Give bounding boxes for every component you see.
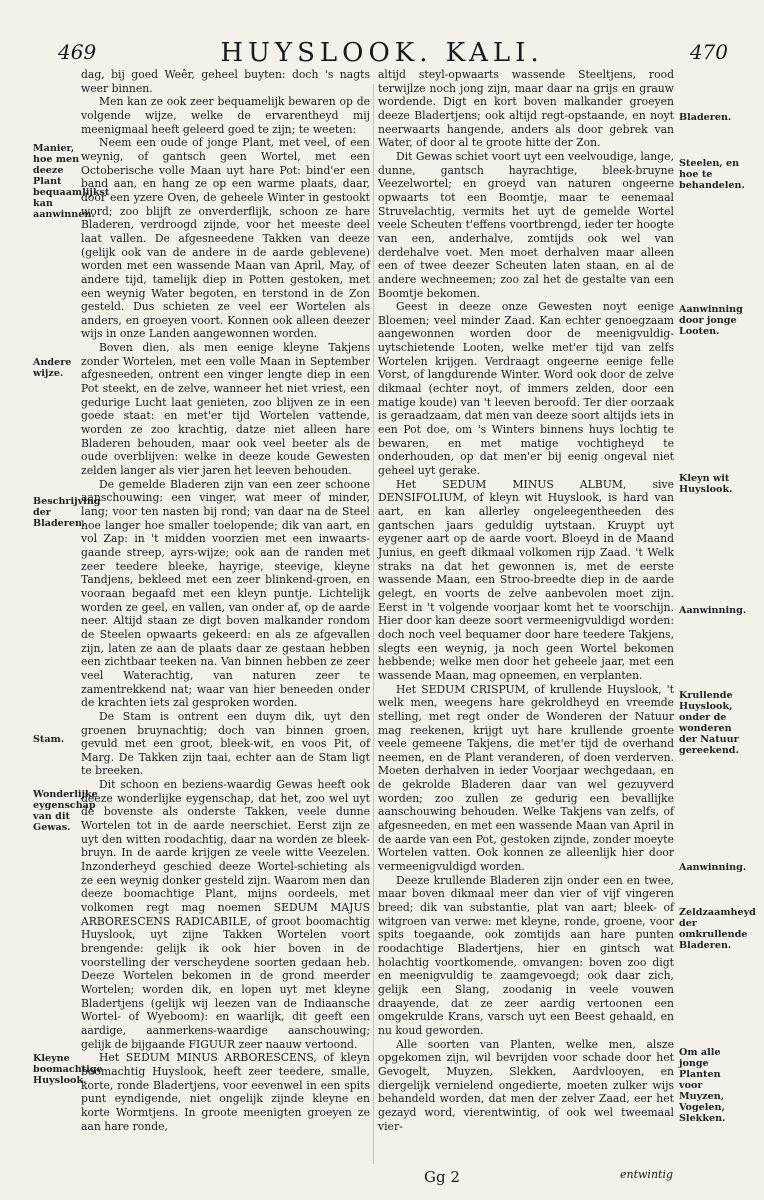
page-footer	[0, 1168, 764, 1188]
paragraph: De Stam is ontrent een duym dik, uyt den groenen bruynachtig; doch van binnen groen, gevuld met een groot, bleek-wit, en voos Pit, of Marg. De Takken zijn taai, echter aan de Stam ligt te breeken.	[81, 709, 370, 778]
paragraph: Dit Gewas schiet voort uyt een veelvoudige, lange, dunne, gantsch hayrachtige, bleek-bruyne Veezelwortel; en groeyd van naturen ongeerne opwaarts tot een Boomtje, maar te eenemaal Struvelachtig, vermits het uyt de gemelde Wortel veele Scheuten t'effens voortbrengd, ieder ter hoogte van een, anderhalve, zomtijds ook wel van derdehalve voet. Men moet derhalven maar alleen een of twee deezer Scheuten laten staan, en al de andere wechneemen; zoo zal het de gestalte van een Boomtje bekomen.	[378, 149, 674, 300]
margin-note: Krullende Huyslook, onder de wonderen der Natuur gereekend.	[679, 690, 739, 756]
text-column-right	[378, 68, 674, 1133]
signature-mark: Gg 2	[424, 1168, 460, 1186]
paragraph: Alle soorten van Planten, welke men, alsze opgekomen zijn, wil bevrijden voor schade door het Gevogelt, Muyzen, Slekken, Aardvlooyen, en diergelijk vernielend ongedierte, moeten zulker wijs behandeld worden, dat men der zelver Zaad, eer het gezayd word, vierentwintig, of ook wel tweemaal vier-	[378, 1037, 674, 1133]
paragraph: Boven dien, als men eenige kleyne Takjens zonder Wortelen, met een volle Maan in September afgesneeden, ontrent een vinger lengte diep in een Pot steekt, en de zelve, wanneer het niet vriest, een gedurige Lucht laat genieten, zoo blijven ze in een goede staat: en met'er tijd Wortelen vattende, worden ze zoo krachtig, datze niet alleen hare Bladeren behouden, maar ook veel beeter als de oude overblijven: welke in deeze koude Gewesten zelden langer als vier jaren het leeven behouden.	[81, 341, 370, 478]
margin-note: Bladeren.	[679, 112, 732, 123]
running-title: HUYSLOOK. KALI.	[220, 38, 544, 68]
paragraph: Deeze krullende Bladeren zijn onder een en twee, maar boven dikmaal meer dan vier of vijf vingeren breed; dik van substantie, plat van aart; bleek- of witgroen van verwe: met kleyne, ronde, groene, voor spits toegaande, ook zomtijds aan hare punten roodachtige Bladertjens, hier en gintsch wat holachtig voortkomende, omvangen: boven zoo digt en meenigvuldig te zaamgevoegd; ook daar zich, gelijk een Slang, zoodanig in veele vouwen draayende, dat ze zeer aardig vertoonen een omgekrulde Krans, varsch uyt een Beest gehaald, en nu koud geworden.	[378, 873, 674, 1037]
paragraph: Het SEDUM CRISPUM, of krullende Huyslook, 't welk men, weegens hare gekroldheyd en vreemde stelling, met regt onder de Wonderen der Natuur mag reekenen, krijgt uyt hare krullende groente veele gemeene Takjens, die met'er tijd de overhand neemen, en de Plant veranderen, of doen verderven. Moeten derhalven in ieder Voorjaar wechgedaan, en de gekrolde Bladeren daar van wel gezuyverd worden; zoo zullen ze gedurig een bevallijke aanschouwing behouden. Welke Takjens van zelfs, of afgesneeden, en met een wassende Maan van April in de aarde van een Pot, gestoken zijnde, zonder moeyte Wortelen vatten. Ook konnen ze alleenlijk hier door vermeenigvuldigd worden.	[378, 682, 674, 874]
column-divider	[373, 84, 374, 1164]
margin-note: Wonderlijke eygenschap van dit Gewas.	[33, 789, 98, 833]
paragraph: Geest in deeze onze Gewesten noyt eenige Bloemen; veel minder Zaad. Kan echter genoegzaam aangewonnen worden door de meenigvuldig-uytschietende Looten, welke met'er tijd van zelfs Wortelen krijgen. Verdraagt ongeerne eenige felle Vorst, of langdurende Winter. Word ook door de zelve dikmaal (echter noyt, of immers zelden, door een matige koude) van 't leeven beroofd. Ter dier oorzaak is geraadzaam, dat men van deeze soort altijds iets in een Pot doe, om 's Winters binnens huys lochtig te bewaren, en met matige vochtigheyd te onderhouden, op dat men'er bij eenig ongeval niet geheel uyt gerake.	[378, 300, 674, 478]
margin-note: Steelen, en hoe te behandelen.	[679, 158, 745, 191]
margin-note: Kleyne boomachtige Huyslook.	[33, 1053, 103, 1086]
margin-note: Andere wijze.	[33, 357, 72, 379]
paragraph: De gemelde Bladeren zijn van een zeer schoone aanschouwing: een vinger, wat meer of minder, lang; voor ten nasten bij rond; van daar na de Steel hoe langer hoe smaller toelopende; dik van aart, en vol Zap: in 't midden voorzien met een inwaarts-gaande streep, ayrs-wijze; ook aan de randen met zeer teedere bleeke, hayrige, steevige, kleyne Tandjens, bekleed met een zeer blinkend-groen, en vooraan begaafd met een kleyn puntje. Lichtelijk worden ze geel, en vallen, van onder af, op de aarde neer. Altijd staan ze digt boven malkander rondom de Steelen opwaarts gekeerd: en als ze afgevallen zijn, laten ze aan de plaats daar ze gestaan hebben een zichtbaar teeken na. Van binnen hebben ze zeer veel Waterachtig, van naturen zeer te zamentrekkend nat; waar van hier beneeden onder de krachten iets zal gesproken worden.	[81, 477, 370, 710]
margin-note: Manier, hoe men deeze Plant bequaamlijkst kan aanwinnen.	[33, 143, 110, 220]
text-column-left	[81, 68, 370, 1133]
paragraph: Het SEDUM MINUS ARBORESCENS, of kleyn boomachtig Huyslook, heeft zeer teedere, smalle, korte, ronde Bladertjens, voor eevenwel in een spits punt eyndigende, niet ongelijk zijnde kleyne en korte Wormtjens. In groote meenigten groeyen ze aan hare ronde,	[81, 1051, 370, 1133]
margin-note: Aanwinning.	[679, 862, 747, 873]
catchword: entwintig	[620, 1168, 674, 1181]
paragraph: dag, bij goed Weêr, geheel buyten: doch 's nagts weer binnen.	[81, 68, 370, 95]
margin-note: Beschrijving der Bladeren.	[33, 496, 101, 529]
paragraph: Men kan ze ook zeer bequamelijk bewaren op de volgende wijze, welke de ervarentheyd mij meenigmaal heeft geleerd goed te zijn; te weeten:	[81, 95, 370, 136]
page-number-right: 470	[689, 40, 728, 64]
page-header	[0, 40, 764, 70]
paragraph: Het SEDUM MINUS ALBUM, sive DENSIFOLIUM, of kleyn wit Huyslook, is hard van aart, en kan allerley ongeleegentheeden des gantschen jaars geduldig uytstaan. Kruypt uyt eygener aart op de aarde voort. Bloeyd in de Maand Junius, en geeft dikmaal volkomen rijp Zaad. 't Welk straks na dat het gewonnen is, met de eerste wassende Maan, een Stroo-breedte diep in de aarde gelegt, en voorts de zelve aanbevolen moet zijn. Eerst in 't volgende voorjaar komt het te voorschijn. Hier door kan deeze soort vermeenigvuldigd worden: doch noch veel bequamer door hare teedere Takjens, slegts een weynig, ja noch geen Wortel bekomen hebbende; welke men door het geheele jaar, met een wassende Maan, mag opneemen, en verplanten.	[378, 477, 674, 682]
margin-note: Kleyn wit Huyslook.	[679, 473, 733, 495]
page-number-left: 469	[58, 40, 97, 64]
paragraph: altijd steyl-opwaarts wassende Steeltjens, rood terwijlze noch jong zijn, maar daar na grijs en grauw wordende. Digt en kort boven malkander groeyen deeze Bladertjens; ook altijd regt-opstaande, en noyt neerwaarts hangende, anders als door gebrek van Water, of door al te groote hitte der Zon.	[378, 68, 674, 150]
margin-note: Aanwinning door jonge Looten.	[679, 304, 743, 337]
margin-note: Om alle jonge Planten voor Muyzen, Vogelen, Slekken.	[679, 1047, 726, 1124]
paragraph: Neem een oude of jonge Plant, met veel, of een weynig, of gantsch geen Wortel, met een Octoberische volle Maan uyt hare Pot: bind'er een band aan, en hang ze op een warme plaats, daar, door een yzere Oven, de geheele Winter in gestookt word; zoo blijft ze onverderflijk, schoon ze hare Bladeren, verdroogd zijnde, voor het meeste deel laat vallen. De afgesneedene Takken van deeze (gelijk ook van de andere in de aarde geblevene) worden met een wassende Maan van April, May, of andere tijd, tamelijk diep in Potten gestoken, met een weynig Water begoten, en terstond in de Zon gesteld. Dus schieten ze veel eer Wortelen als anders, en groeyen voort. Konnen ook alleen deezer wijs in onze Landen aangewonnen worden.	[81, 136, 370, 341]
paragraph: Dit schoon en beziens-waardig Gewas heeft ook deeze wonderlijke eygenschap, dat het, zoo wel uyt de bovenste als onderste Takken, veele dunne Wortelen tot in de aarde neerschiet. Eerst zijn ze uyt den witten roodachtig, daar na worden ze bleek-bruyn. In de aarde krijgen ze veele witte Veezelen. Inzonderheyd geschied deeze Wortel-schieting als ze een weynig donker gesteld zijn. Waarom men dan deeze boomachtige Plant, mijns oordeels, met volkomen regt mag noemen SEDUM MAJUS ARBORESCENS RADICABILE, of groot boomachtig Huyslook, uyt zijne Takken Wortelen voort brengende: gelijk ik ook hier boven in de voorstelling der verscheydene soorten gedaan heb. Deeze Wortelen bekomen in de grond meerder Wortelen; worden dik, en lopen uyt met kleyne Bladertjens (gelijk wij leezen van de Indiaansche Wortel- of Wyeboom): en waarlijk, dit geeft een aardige, aanmerkens-waardige aanschouwing; gelijk de bijgaande FIGUUR zeer naauw vertoond.	[81, 778, 370, 1051]
margin-note: Stam.	[33, 734, 65, 745]
margin-note: Zeldzaamheyd der omkrullende Bladeren.	[679, 907, 756, 951]
margin-note: Aanwinning.	[679, 605, 747, 616]
